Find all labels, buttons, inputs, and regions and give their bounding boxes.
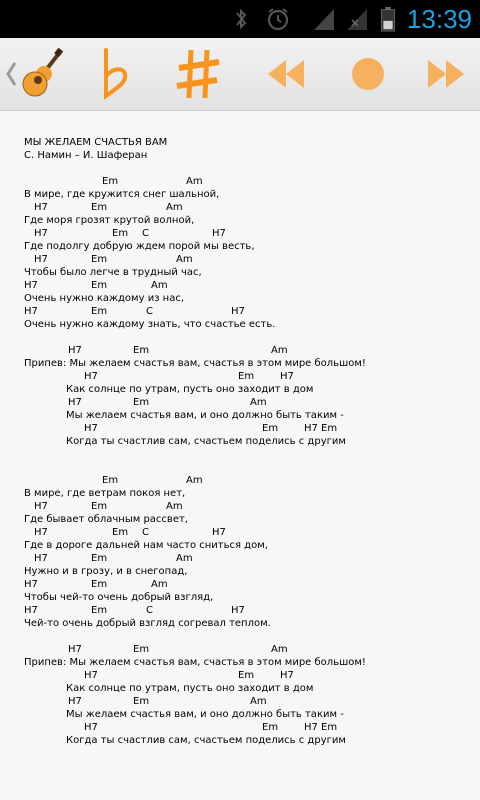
record-button[interactable]	[340, 38, 396, 110]
chord-label: Em	[112, 527, 129, 538]
chord-label: Em	[133, 345, 150, 356]
lyric-line: Чей-то очень добрый взгляд согревал теплом.	[24, 618, 271, 629]
lyric-line: Очень нужно каждому знать, что счастье есть.	[24, 319, 276, 330]
chord-label: H7	[68, 345, 82, 356]
chord-label: H7	[24, 579, 38, 590]
chord-label: Em	[102, 176, 119, 187]
fast-forward-icon	[426, 58, 466, 90]
chord-label: Em	[91, 501, 108, 512]
chord-label: Am	[176, 254, 193, 265]
chord-label: Em	[262, 722, 279, 733]
chord-label: Em	[133, 696, 150, 707]
chord-label: Em	[91, 254, 108, 265]
chord-label: Em	[91, 605, 108, 616]
chevron-left-icon	[4, 59, 18, 89]
song-authors: С. Намин – И. Шаферан	[24, 150, 148, 161]
chord-label: Am	[166, 202, 183, 213]
app-home-button[interactable]	[0, 38, 70, 110]
chord-label: H7	[34, 553, 48, 564]
chord-label: H7	[24, 605, 38, 616]
chord-label: H7	[212, 228, 226, 239]
chord-label: Em	[133, 644, 150, 655]
chord-label: C	[142, 527, 149, 538]
chord-label: H7	[68, 644, 82, 655]
chord-label: Am	[186, 475, 203, 486]
chord-label: Em	[91, 553, 108, 564]
chord-label: Em	[262, 423, 279, 434]
chord-label: Am	[250, 696, 267, 707]
chord-label: H7	[24, 280, 38, 291]
chord-label: H7	[84, 423, 98, 434]
fast-forward-button[interactable]	[418, 38, 474, 110]
chord-label: Am	[151, 579, 168, 590]
lyric-line: Как солнце по утрам, пусть оно заходит в дом	[66, 384, 314, 395]
lyric-line: Нужно и в грозу, и в снегопад,	[24, 566, 188, 577]
lyric-line: Где моря грозят крутой волной,	[24, 215, 195, 226]
chord-label: C	[142, 228, 149, 239]
bluetooth-icon	[232, 6, 250, 32]
chord-label: H7	[84, 371, 98, 382]
status-bar	[0, 0, 480, 38]
chord-label: H7	[34, 228, 48, 239]
alarm-icon	[265, 6, 291, 32]
lyric-line: Чтобы было легче в трудный час,	[24, 267, 202, 278]
chord-label: H7	[68, 696, 82, 707]
lyric-line: В мире, где ветрам покоя нет,	[24, 488, 186, 499]
chord-label: Em	[238, 371, 255, 382]
flat-icon	[97, 46, 133, 102]
chord-label: Em	[91, 202, 108, 213]
lyric-line: В мире, где кружится снег шальной,	[24, 189, 220, 200]
chord-label: H7 Em	[304, 722, 338, 733]
chord-label: Em	[102, 475, 119, 486]
lyric-line: Где подолгу добрую ждем порой мы весть,	[24, 241, 255, 252]
chord-label: H7	[280, 371, 294, 382]
chord-label: H7	[68, 397, 82, 408]
chord-label: Am	[176, 553, 193, 564]
chord-label: Am	[151, 280, 168, 291]
chord-label: H7	[24, 306, 38, 317]
chord-label: Am	[250, 397, 267, 408]
chord-label: C	[146, 605, 153, 616]
rewind-icon	[266, 58, 306, 90]
status-time: 13:39	[406, 4, 472, 34]
flat-button[interactable]	[80, 38, 150, 110]
lyric-line: Как солнце по утрам, пусть оно заходит в дом	[66, 683, 314, 694]
chord-label: Em	[238, 670, 255, 681]
lyric-line: Где в дороге дальней нам часто сниться дом,	[24, 540, 268, 551]
lyric-line: Очень нужно каждому из нас,	[24, 293, 185, 304]
lyrics-view[interactable]	[0, 111, 480, 800]
chord-label: Am	[166, 501, 183, 512]
song-title: МЫ ЖЕЛАЕМ СЧАСТЬЯ ВАМ	[24, 137, 168, 148]
battery-icon	[380, 6, 396, 32]
chord-label: H7	[84, 670, 98, 681]
lyric-line: Когда ты счастлив сам, счастьем поделись с другим	[66, 735, 346, 746]
chord-label: Em	[91, 280, 108, 291]
lyric-line: Чтобы чей-то очень добрый взгляд,	[24, 592, 214, 603]
record-icon	[350, 56, 386, 92]
chord-label: H7	[34, 527, 48, 538]
chord-label: H7	[34, 254, 48, 265]
lyric-line: Когда ты счастлив сам, счастьем поделись с другим	[66, 436, 346, 447]
rewind-button[interactable]	[258, 38, 314, 110]
chord-label: Am	[186, 176, 203, 187]
sharp-button[interactable]	[162, 38, 234, 110]
lyric-line: Припев: Мы желаем счастья вам, счастья в этом мире большом!	[24, 657, 366, 668]
chord-label: C	[146, 306, 153, 317]
chord-label: Em	[112, 228, 129, 239]
chord-label: H7	[231, 605, 245, 616]
chord-label: H7	[212, 527, 226, 538]
signal-icon	[312, 6, 336, 32]
chord-label: H7	[84, 722, 98, 733]
lyric-line: Мы желаем счастья вам, и оно должно быть таким -	[66, 709, 344, 720]
chord-label: Am	[271, 345, 288, 356]
chord-label: H7	[34, 202, 48, 213]
guitar-icon	[20, 48, 64, 100]
no-signal-icon	[345, 6, 369, 32]
chord-label: H7	[231, 306, 245, 317]
chord-label: Em	[91, 306, 108, 317]
lyric-line: Мы желаем счастья вам, и оно должно быть таким -	[66, 410, 344, 421]
chord-label: H7	[34, 501, 48, 512]
chord-label: H7	[280, 670, 294, 681]
chord-label: Em	[91, 579, 108, 590]
lyric-line: Припев: Мы желаем счастья вам, счастья в этом мире большом!	[24, 358, 366, 369]
chord-label: Am	[271, 644, 288, 655]
toolbar	[0, 38, 480, 111]
chord-label: H7 Em	[304, 423, 338, 434]
lyric-line: Где бывает облачным рассвет,	[24, 514, 188, 525]
chord-label: Em	[133, 397, 150, 408]
sharp-icon	[175, 46, 221, 102]
